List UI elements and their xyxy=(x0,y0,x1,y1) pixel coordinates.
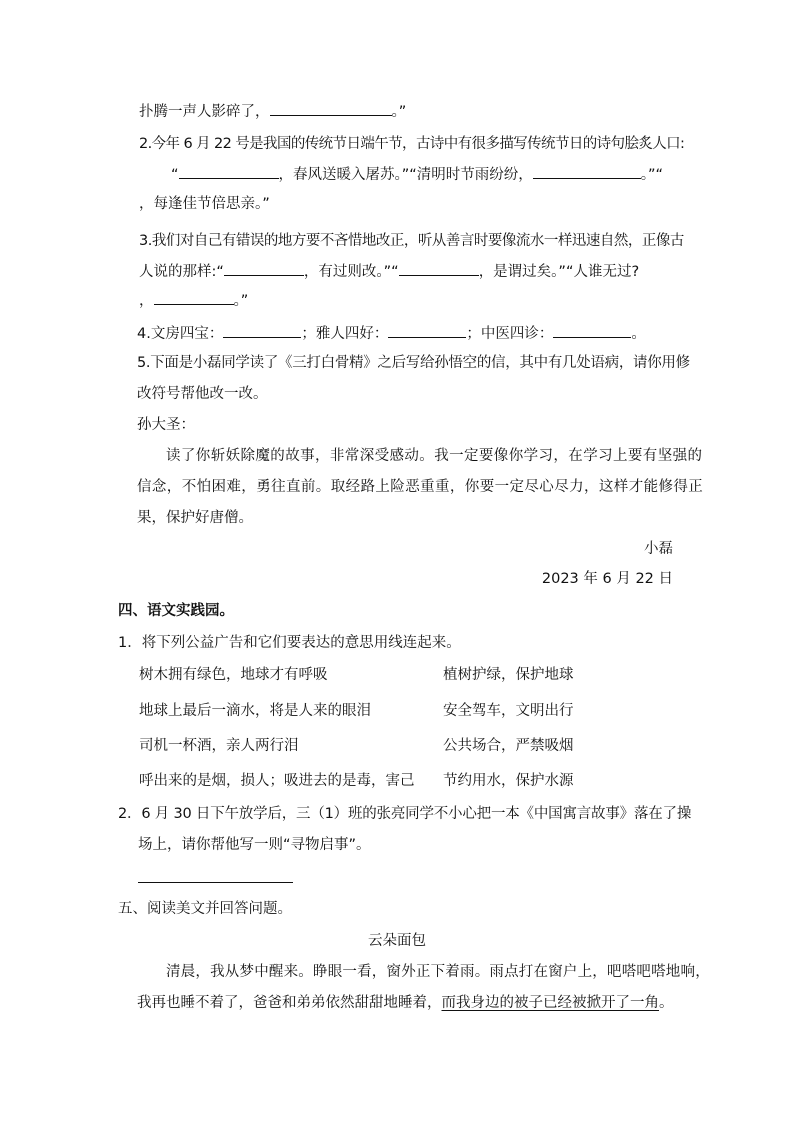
ad-slogan-item[interactable]: 呼出来的是烟，损人；吸进去的是毒，害己 xyxy=(139,773,415,789)
section4-q2-line2: 场上，请你帮他写一则“寻物启事”。 xyxy=(138,837,371,853)
q1-tail-end: 。” xyxy=(391,104,407,120)
section4-q1: 1．将下列公益广告和它们要表达的意思用线连起来。 xyxy=(118,635,461,651)
answer-blank[interactable] xyxy=(270,101,392,116)
q4-label-c: ；中医四诊： xyxy=(466,326,554,342)
ad-slogan-item[interactable]: 司机一杯酒，亲人两行泪 xyxy=(139,738,299,754)
q5-line1: 5.下面是小磊同学读了《三打白骨精》之后写给孙悟空的信，其中有几处语病，请你用修 xyxy=(137,355,690,371)
q4-line xyxy=(137,323,646,344)
q2-line3: ，每逢佳节倍思亲。” xyxy=(139,196,270,212)
q2-mid-text: ，春风送暖入屠苏。”“清明时节雨纷纷， xyxy=(278,167,533,183)
q4-end: 。 xyxy=(631,326,646,342)
q3-line1: 3.我们对自己有错误的地方要不吝惜地改正，听从善言时要像流水一样迅速自然，正像古 xyxy=(139,233,684,249)
q3-end: 。” xyxy=(233,293,249,309)
q1-tail-text: 扑腾一声人影碎了， xyxy=(139,104,270,120)
q2-open-quote: “ xyxy=(171,167,179,183)
article-text: 我再也睡不着了，爸爸和弟弟依然甜甜地睡着， xyxy=(137,995,442,1011)
answer-blank[interactable] xyxy=(179,164,279,179)
q3-line2 xyxy=(139,261,639,282)
ad-meaning-item[interactable]: 节约用水，保护水源 xyxy=(443,773,574,789)
answer-blank[interactable] xyxy=(223,323,301,338)
ad-slogan-item[interactable]: 树木拥有绿色，地球才有呼吸 xyxy=(139,667,328,683)
answer-blank[interactable] xyxy=(388,323,466,338)
answer-blank[interactable] xyxy=(399,261,479,276)
ad-meaning-item[interactable]: 公共场合，严禁吸烟 xyxy=(443,738,574,754)
letter-salutation: 孙大圣： xyxy=(137,417,195,433)
q4-label-a: 4.文房四宝： xyxy=(137,326,224,342)
q1-tail-line xyxy=(139,101,406,122)
section4-heading: 四、语文实践园。 xyxy=(118,603,234,619)
letter-signature: 小磊 xyxy=(644,541,673,557)
article-paragraph-line: 清晨，我从梦中醒来。睁眼一看，窗外正下着雨。雨点打在窗户上，吧嗒吧嗒地响， xyxy=(166,964,710,980)
letter-body-line: 读了你斩妖除魔的故事，非常深受感动。我一定要像你学习，在学习上要有坚强的 xyxy=(166,448,703,464)
q2-mid-end: 。”“ xyxy=(640,167,664,183)
q3-text-a: 人说的那样:“ xyxy=(139,264,224,280)
section4-q2-line1: 2．6 月 30 日下午放学后，三（1）班的张亮同学不小心把一本《中国寓言故事》落在了操 xyxy=(118,806,692,822)
q3-line3 xyxy=(139,290,248,311)
answer-blank[interactable] xyxy=(154,290,234,305)
ad-slogan-item[interactable]: 地球上最后一滴水，将是人来的眼泪 xyxy=(139,703,371,719)
article-text-end: 。 xyxy=(659,995,674,1011)
answer-blank[interactable] xyxy=(224,261,304,276)
letter-body-line: 果，保护好唐僧。 xyxy=(137,510,253,526)
ad-meaning-item[interactable]: 植树护绿，保护地球 xyxy=(443,667,574,683)
article-paragraph-line xyxy=(137,993,674,1013)
underlined-sentence: 而我身边的被子已经被掀开了一角 xyxy=(441,995,659,1011)
letter-date: 2023 年 6 月 22 日 xyxy=(541,571,673,587)
q2-line2 xyxy=(171,164,663,185)
letter-body-line: 信念，不怕困难，勇往直前。取经路上险恶重重，你要一定尽心尽力，这样才能修得正 xyxy=(137,479,704,495)
section5-heading: 五、阅读美文并回答问题。 xyxy=(118,901,292,917)
q3-text-b: ，有过则改。”“ xyxy=(303,264,399,280)
answer-blank[interactable] xyxy=(553,323,631,338)
q3-text-c: ，是谓过矣。”“人谁无过? xyxy=(478,264,640,280)
q2-line1: 2.今年 6 月 22 号是我国的传统节日端午节，古诗中有很多描写传统节日的诗句脍炙人口: xyxy=(139,136,685,152)
answer-line[interactable] xyxy=(138,882,293,883)
q4-label-b: ；雅人四好： xyxy=(301,326,389,342)
answer-blank[interactable] xyxy=(533,164,641,179)
article-title: 云朵面包 xyxy=(368,933,426,949)
q5-line2: 改符号帮他改一改。 xyxy=(137,386,268,402)
q3-comma: ， xyxy=(139,293,154,309)
ad-meaning-item[interactable]: 安全驾车，文明出行 xyxy=(443,703,574,719)
